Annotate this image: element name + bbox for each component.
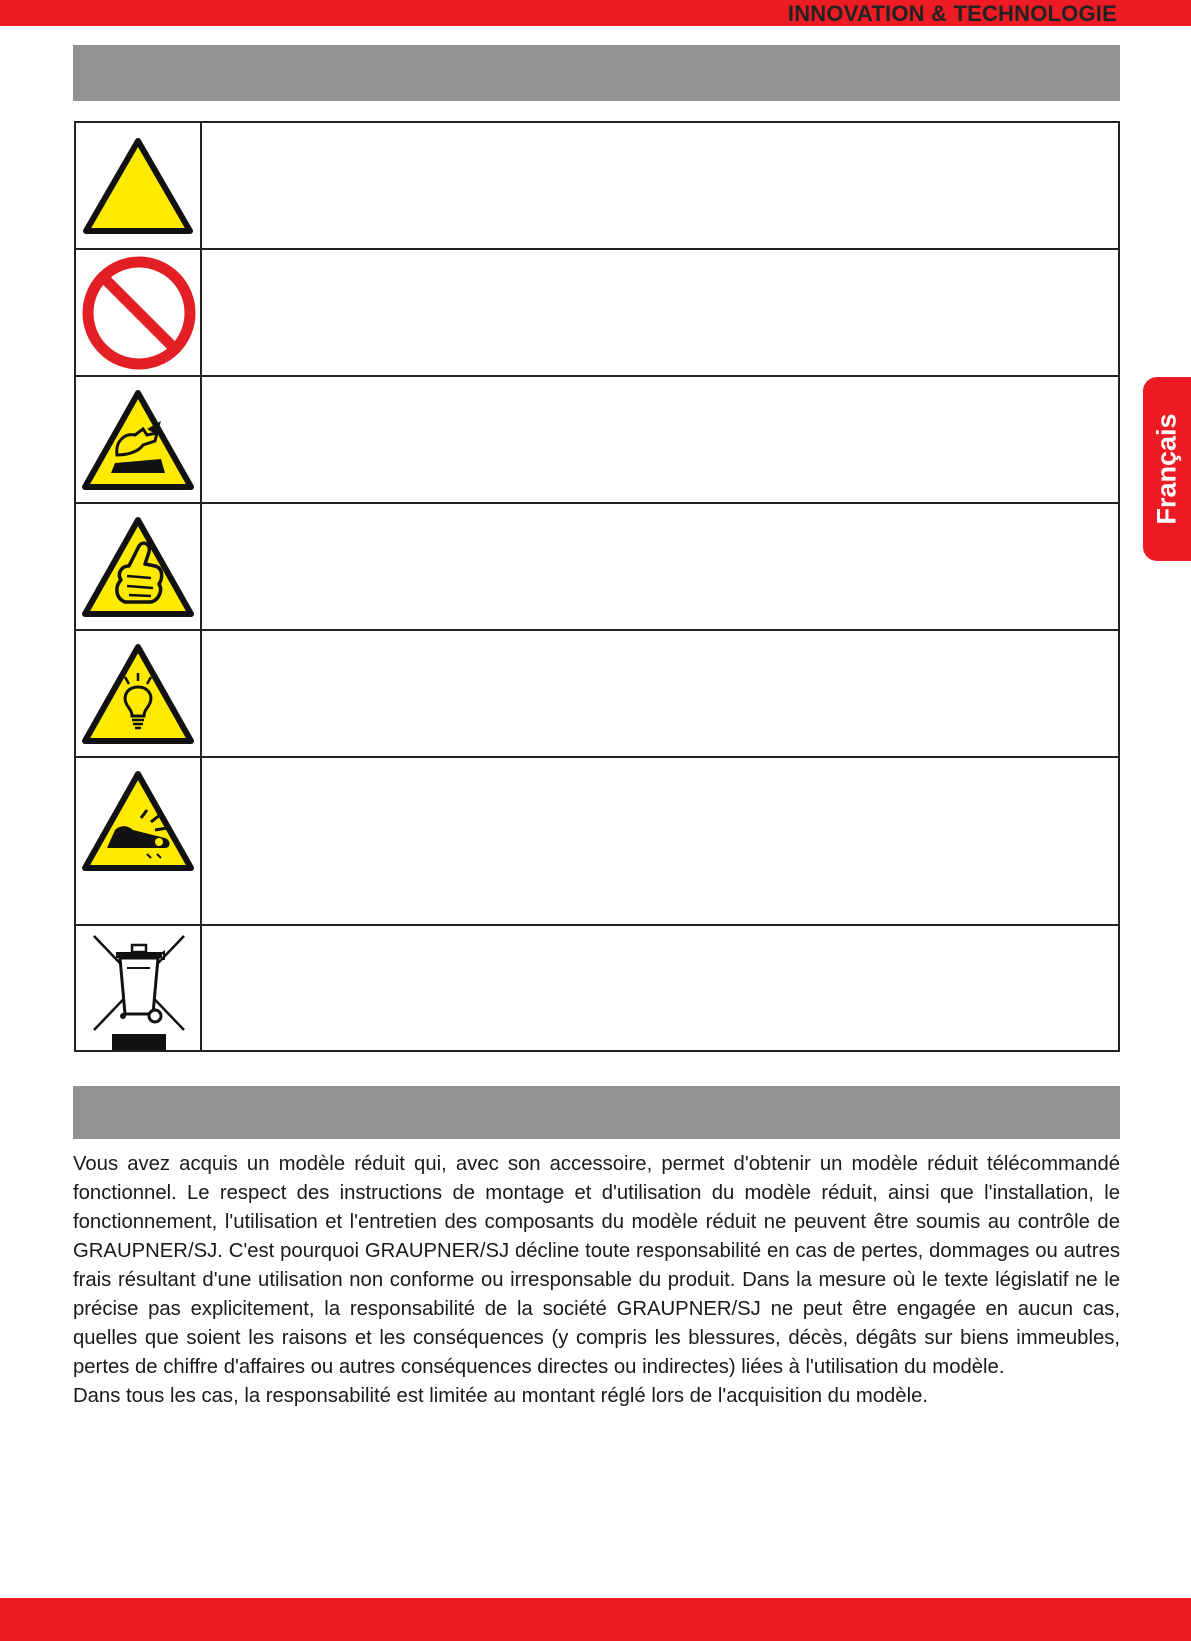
symbol-description <box>204 504 1118 629</box>
symbol-row <box>76 631 1118 758</box>
symbol-row <box>76 250 1118 377</box>
symbol-description <box>204 123 1118 248</box>
symbol-description <box>204 377 1118 502</box>
cutting-hazard-icon <box>81 770 195 874</box>
lightbulb-tip-icon <box>81 643 195 747</box>
symbol-row <box>76 926 1118 1050</box>
symbol-row <box>76 504 1118 631</box>
symbols-table <box>74 121 1120 1052</box>
symbol-row <box>76 758 1118 926</box>
language-tab[interactable] <box>1143 377 1191 561</box>
symbol-description <box>204 631 1118 756</box>
section-header-symbols <box>73 45 1120 101</box>
symbol-description <box>204 758 1118 924</box>
symbol-row <box>76 377 1118 504</box>
symbol-description <box>204 250 1118 375</box>
symbol-row <box>76 123 1118 250</box>
weee-crossed-bin-icon <box>90 930 188 1050</box>
disclaimer-text <box>73 1150 1120 1411</box>
prohibition-icon <box>81 255 197 371</box>
symbol-description <box>204 926 1118 1050</box>
thumbs-up-icon <box>81 516 195 620</box>
footer-bar <box>0 1598 1191 1641</box>
hand-hazard-icon <box>81 389 195 493</box>
disclaimer-last-line: Dans tous les cas, la responsabilité est limitée au montant réglé lors de l'acquisition du modèle. <box>73 1385 929 1407</box>
disclaimer-paragraph: Vous avez acquis un modèle réduit qui, avec son accessoire, permet d'obtenir un modèle réduit télécommandé fonctionnel. Le respect des instructions de montage et d'utilisation du modèle réduit, ainsi que l'installation, le fonctionnement, l'utilisation et l'entretien des composants du modèle réduit ne peuvent être soumis au contrôle de GRAUPNER/SJ. C'est pourquoi GRAUPNER/SJ décline toute responsabilité en cas de pertes, dommages ou autres frais résultant d'une utilisation non conforme ou irresponsable du produit. Dans la mesure où le texte législatif ne le précise pas explicitement, la responsabilité de la société GRAUPNER/SJ ne peut être engagée en aucun cas, quelles que soient les raisons et les conséquences (y compris les blessures, décès, dégâts sur biens immeubles, pertes de chiffre d'affaires ou autres conséquences directes ou indirectes) liées à l'utilisation du modèle. <box>73 1153 1120 1378</box>
header-bar <box>0 0 1191 26</box>
language-tab-label: Français <box>1151 413 1182 525</box>
warning-triangle-icon <box>82 137 194 237</box>
section-header-disclaimer <box>73 1086 1120 1139</box>
brand-text: INNOVATION & TECHNOLOGIE <box>787 1 1117 26</box>
